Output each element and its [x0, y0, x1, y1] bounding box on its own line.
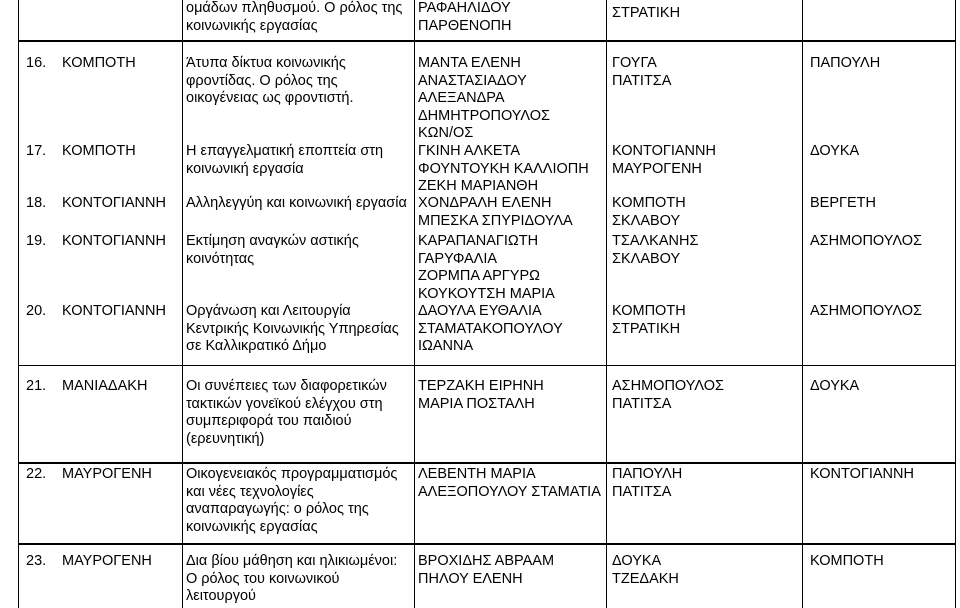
committee-member-3: ΚΟΜΠΟΤΗ: [810, 553, 884, 569]
committee-member-2: ΚΟΜΠΟΤΗ: [612, 303, 686, 319]
row-rule: [18, 365, 956, 366]
row-number: 23.: [26, 553, 47, 569]
supervisor-name: ΜΑΥΡΟΓΕΝΗ: [62, 553, 152, 569]
committee-member-2: ΤΣΑΛΚΑΝΗΣ: [612, 233, 699, 249]
student-name-line: ΖΕΚΗ ΜΑΡΙΑΝΘΗ: [418, 178, 539, 194]
row-number: 17.: [26, 143, 47, 159]
student-name-line: ΣΤΑΜΑΤΑΚΟΠΟΥΛΟΥ: [418, 320, 563, 337]
committee-member-2: ΔΟΥΚΑ: [612, 553, 662, 569]
row-rule: [18, 463, 956, 464]
thesis-topic-line: λειτουργού: [186, 588, 256, 604]
student-name-line: ΦΟΥΝΤΟΥΚΗ ΚΑΛΛΙΟΠΗ: [418, 160, 589, 177]
committee-member-2: ΣΤΡΑΤΙΚΗ: [612, 320, 681, 337]
student-name-line: ΡΑΦΑΗΛΙΔΟΥ: [418, 0, 511, 16]
row-number: 18.: [26, 195, 47, 211]
committee-member-2: ΚΟΜΠΟΤΗ: [612, 195, 686, 211]
student-name-line: ΓΚΙΝΗ ΑΛΚΕΤΑ: [418, 143, 521, 159]
committee-member-2: ΠΑΤΙΤΣΑ: [612, 483, 672, 500]
committee-member-2: ΣΤΡΑΤΙΚΗ: [612, 5, 681, 21]
thesis-topic-line: και νέες τεχνολογίες: [186, 483, 314, 500]
student-name-line: ΑΝΑΣΤΑΣΙΑΔΟΥ: [418, 72, 527, 89]
thesis-topic-line: Αλληλεγγύη και κοινωνική εργασία: [186, 195, 407, 211]
committee-member-2: ΤΖΕΔΑΚΗ: [612, 570, 679, 587]
thesis-topic-line: Κεντρικής Κοινωνικής Υπηρεσίας: [186, 320, 399, 337]
committee-member-2: ΑΣΗΜΟΠΟΥΛΟΣ: [612, 378, 724, 394]
student-name-line: ΚΩΝ/ΟΣ: [418, 125, 474, 141]
student-name-line: ΤΕΡΖΑΚΗ ΕΙΡΗΝΗ: [418, 378, 544, 394]
student-name-line: ΑΛΕΞΑΝΔΡΑ: [418, 90, 505, 106]
student-name-line: ΖΟΡΜΠΑ ΑΡΓΥΡΩ: [418, 268, 540, 284]
column-rule: [182, 0, 183, 608]
thesis-topic-line: οικογένειας ως φροντιστή.: [186, 90, 354, 106]
committee-member-2: ΠΑΤΙΤΣΑ: [612, 72, 672, 89]
committee-member-3: ΠΑΠΟΥΛΗ: [810, 55, 881, 71]
student-name-line: ΧΟΝΔΡΑΛΗ ΕΛΕΝΗ: [418, 195, 552, 211]
committee-member-2: ΜΑΥΡΟΓΕΝΗ: [612, 160, 702, 177]
thesis-topic-line: Ο ρόλος του κοινωνικού: [186, 570, 340, 587]
thesis-topic-line: συμπεριφορά του παιδιού: [186, 413, 352, 429]
supervisor-name: ΚΟΝΤΟΓΙΑΝΝΗ: [62, 303, 166, 319]
thesis-topic-line: Η επαγγελματική εποπτεία στη: [186, 143, 384, 159]
supervisor-name: ΚΟΜΠΟΤΗ: [62, 55, 136, 71]
row-number: 19.: [26, 233, 47, 249]
supervisor-name: ΚΟΝΤΟΓΙΑΝΝΗ: [62, 233, 166, 249]
row-number: 21.: [26, 378, 47, 394]
committee-member-2: ΣΚΛΑΒΟΥ: [612, 250, 681, 267]
row-number: 20.: [26, 303, 47, 319]
thesis-topic-line: Οργάνωση και Λειτουργία: [186, 303, 351, 319]
row-rule: [18, 41, 956, 42]
supervisor-name: ΚΟΜΠΟΤΗ: [62, 143, 136, 159]
student-name-line: ΚΟΥΚΟΥΤΣΗ ΜΑΡΙΑ: [418, 285, 555, 302]
student-name-line: ΒΡΟΧΙΔΗΣ ΑΒΡΑΑΜ: [418, 553, 555, 569]
thesis-topic-line: σε Καλλικρατικό Δήμο: [186, 338, 327, 354]
supervisor-name: ΜΑΥΡΟΓΕΝΗ: [62, 466, 152, 482]
thesis-topic-line: αναπαραγωγής: ο ρόλος της: [186, 501, 369, 517]
column-rule: [414, 0, 415, 608]
thesis-topic-line: Εκτίμηση αναγκών αστικής: [186, 233, 359, 249]
thesis-topic-line: Οικογενειακός προγραμματισμός: [186, 466, 398, 482]
student-name-line: ΠΑΡΘΕΝΟΠΗ: [418, 17, 512, 34]
student-name-line: ΓΑΡΥΦΑΛΙΑ: [418, 250, 498, 267]
thesis-topic-line: Δια βίου μάθηση και ηλικιωμένοι:: [186, 553, 398, 569]
student-name-line: ΜΠΕΣΚΑ ΣΠΥΡΙΔΟΥΛΑ: [418, 212, 573, 229]
column-rule: [18, 0, 19, 608]
column-rule: [955, 0, 956, 608]
thesis-topic-line: τακτικών γονεϊκού ελέγχου στη: [186, 395, 383, 412]
committee-member-2: ΣΚΛΑΒΟΥ: [612, 212, 681, 229]
column-rule: [802, 0, 803, 608]
column-rule: [606, 0, 607, 608]
committee-member-2: ΚΟΝΤΟΓΙΑΝΝΗ: [612, 143, 716, 159]
committee-member-2: ΠΑΤΙΤΣΑ: [612, 395, 672, 412]
thesis-topic-line: (ερευνητική): [186, 430, 265, 447]
student-name-line: ΙΩΑΝΝΑ: [418, 338, 474, 354]
thesis-topic-line: κοινωνικής εργασίας: [186, 17, 318, 34]
supervisor-name: ΚΟΝΤΟΓΙΑΝΝΗ: [62, 195, 166, 211]
row-rule: [18, 544, 956, 545]
thesis-topic-line: ομάδων πληθυσμού. Ο ρόλος της: [186, 0, 403, 16]
committee-member-3: ΔΟΥΚΑ: [810, 143, 860, 159]
student-name-line: ΜΑΡΙΑ ΠΟΣΤΑΛΗ: [418, 395, 535, 412]
committee-member-3: ΚΟΝΤΟΓΙΑΝΝΗ: [810, 466, 914, 482]
thesis-topic-line: φροντίδας. Ο ρόλος της: [186, 72, 338, 89]
thesis-topic-line: κοινότητας: [186, 250, 255, 267]
committee-member-3: ΑΣΗΜΟΠΟΥΛΟΣ: [810, 303, 922, 319]
row-number: 16.: [26, 55, 47, 71]
row-number: 22.: [26, 466, 47, 482]
supervisor-name: ΜΑΝΙΑΔΑΚΗ: [62, 378, 148, 394]
student-name-line: ΜΑΝΤΑ ΕΛΕΝΗ: [418, 55, 521, 71]
thesis-topic-line: Άτυπα δίκτυα κοινωνικής: [186, 55, 346, 71]
committee-member-2: ΓΟΥΓΑ: [612, 55, 657, 71]
thesis-topic-line: Οι συνέπειες των διαφορετικών: [186, 378, 387, 394]
student-name-line: ΠΗΛΟΥ ΕΛΕΝΗ: [418, 570, 523, 587]
committee-member-3: ΒΕΡΓΕΤΗ: [810, 195, 877, 211]
thesis-topic-line: κοινωνική εργασία: [186, 160, 304, 177]
thesis-topic-line: κοινωνικής εργασίας: [186, 518, 318, 535]
student-name-line: ΔΗΜΗΤΡΟΠΟΥΛΟΣ: [418, 107, 551, 124]
student-name-line: ΔΑΟΥΛΑ ΕΥΘΑΛΙΑ: [418, 303, 542, 319]
student-name-line: ΛΕΒΕΝΤΗ ΜΑΡΙΑ: [418, 466, 536, 482]
committee-member-2: ΠΑΠΟΥΛΗ: [612, 466, 683, 482]
student-name-line: ΚΑΡΑΠΑΝΑΓΙΩΤΗ: [418, 233, 539, 249]
student-name-line: ΑΛΕΞΟΠΟΥΛΟΥ ΣΤΑΜΑΤΙΑ: [418, 483, 601, 500]
committee-member-3: ΑΣΗΜΟΠΟΥΛΟΣ: [810, 233, 922, 249]
committee-member-3: ΔΟΥΚΑ: [810, 378, 860, 394]
